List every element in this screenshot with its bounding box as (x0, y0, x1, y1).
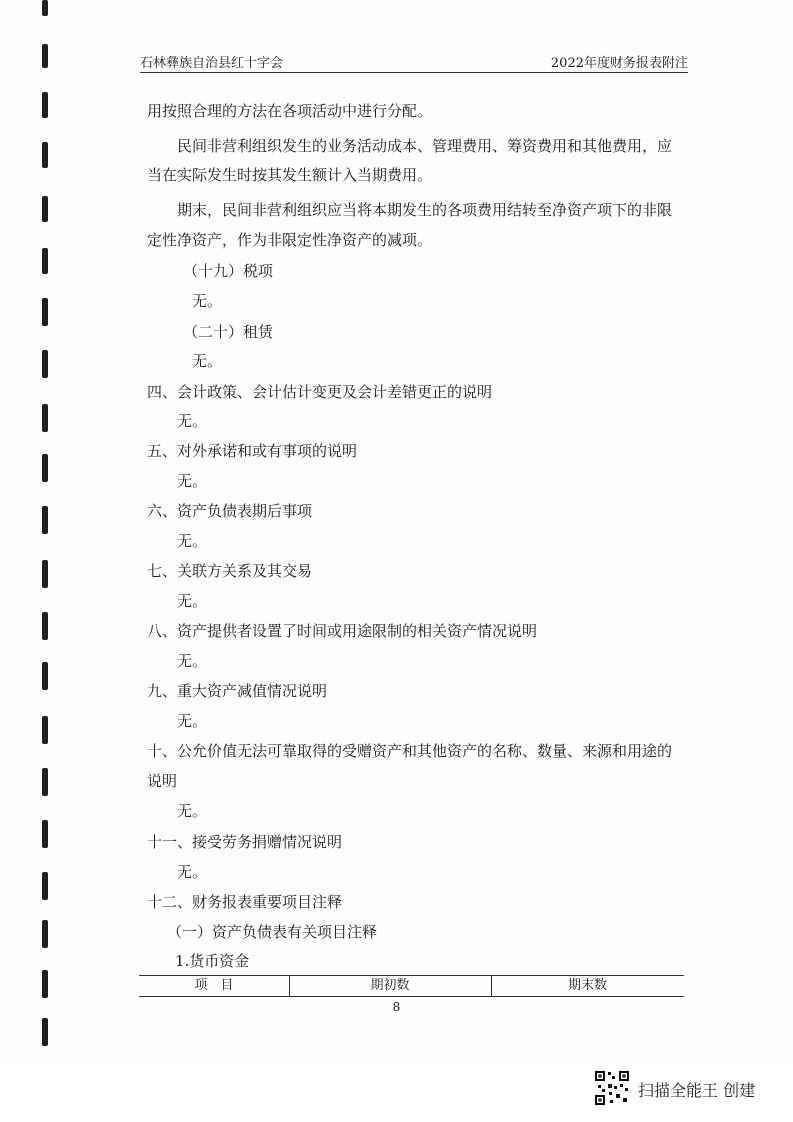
section-heading: 六、资产负债表期后事项 (147, 502, 313, 520)
paragraph-line: 无。 (177, 532, 208, 550)
paragraph-line: 无。 (192, 352, 223, 370)
page-number: 8 (392, 1000, 401, 1014)
scanner-brand-text: 扫描全能王 创建 (638, 1081, 756, 1100)
paragraph-line: 无。 (177, 592, 208, 610)
paragraph-line: 无。 (177, 652, 208, 670)
qr-code-icon (594, 1070, 630, 1106)
paragraph-line: 说明 (147, 772, 178, 790)
section-heading: 十、公允价值无法可靠取得的受赠资产和其他资产的名称、数量、来源和用途的 (147, 742, 673, 760)
header-title: 2022年度财务报表附注 (550, 56, 688, 71)
page-header (140, 48, 688, 73)
paragraph-line: 无。 (177, 863, 208, 881)
column-header-opening: 期初数 (289, 976, 492, 996)
binding-holes (36, 0, 56, 1060)
paragraph-line: 无。 (177, 412, 208, 430)
paragraph-line: 无。 (192, 292, 223, 310)
section-heading: （十九）税项 (183, 262, 274, 280)
section-heading: （一）资产负债表有关项目注释 (167, 923, 378, 941)
paragraph-line: 当在实际发生时按其发生额计入当期费用。 (147, 166, 433, 184)
column-header-item: 项 目 (139, 976, 290, 996)
paragraph-line: 无。 (177, 712, 208, 730)
paragraph-line: 定性净资产，作为非限定性净资产的减项。 (147, 231, 433, 249)
section-heading: （二十）租赁 (183, 323, 274, 341)
paragraph-line: 期末，民间非营利组织应当将本期发生的各项费用结转至净资产项下的非限 (177, 201, 673, 219)
section-heading: 1.货币资金 (175, 952, 250, 970)
section-heading: 十一、接受劳务捐赠情况说明 (147, 833, 343, 851)
section-heading: 九、重大资产减值情况说明 (147, 682, 328, 700)
header-org: 石林彝族自治县红十字会 (140, 56, 284, 71)
section-heading: 十二、财务报表重要项目注释 (147, 893, 343, 911)
section-heading: 四、会计政策、会计估计变更及会计差错更正的说明 (147, 383, 493, 401)
paragraph-line: 用按照合理的方法在各项活动中进行分配。 (147, 102, 433, 120)
section-heading: 七、关联方关系及其交易 (147, 562, 313, 580)
cash-table-header (139, 975, 684, 997)
column-header-closing: 期末数 (567, 978, 607, 993)
paragraph-line: 无。 (177, 472, 208, 490)
paragraph-line: 无。 (177, 802, 208, 820)
paragraph-line: 民间非营利组织发生的业务活动成本、管理费用、筹资费用和其他费用，应 (177, 137, 673, 155)
section-heading: 五、对外承诺和或有事项的说明 (147, 442, 358, 460)
scanner-watermark (590, 1066, 780, 1110)
section-heading: 八、资产提供者设置了时间或用途限制的相关资产情况说明 (147, 622, 538, 640)
